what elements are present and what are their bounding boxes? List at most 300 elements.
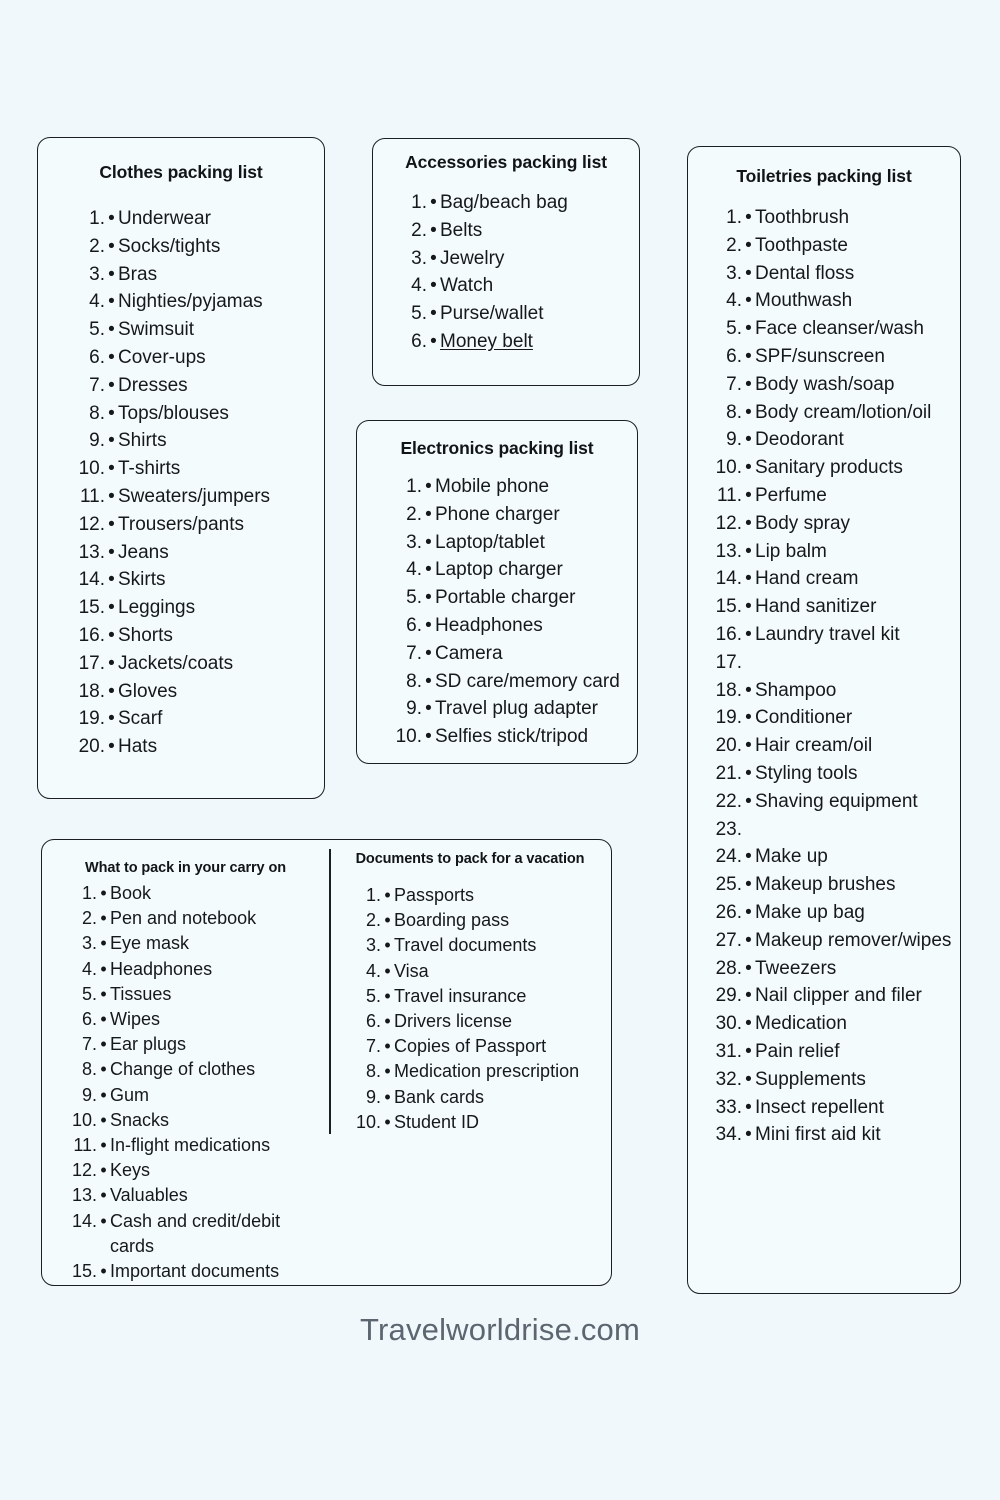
- list-item-number: 4.: [411, 275, 427, 297]
- list-item-label: Jewelry: [440, 247, 505, 269]
- list-item-label: SD care/memory card: [435, 670, 620, 692]
- list-item-label: Makeup remover/wipes: [755, 929, 952, 951]
- list-item-number: 31.: [715, 1040, 742, 1062]
- list-item: [349, 883, 611, 908]
- list-item-label: Tissues: [110, 983, 172, 1004]
- list-item: [71, 539, 316, 567]
- bullet-icon: •: [430, 192, 437, 213]
- bullet-icon: •: [108, 652, 115, 674]
- list-item: [349, 1085, 611, 1110]
- list-item-label: Phone charger: [435, 503, 560, 525]
- bullet-icon: •: [745, 512, 752, 534]
- list-item-number: 6.: [411, 330, 427, 352]
- list-item: [349, 1009, 611, 1034]
- list-item: [706, 871, 954, 899]
- list-item: [349, 1110, 611, 1135]
- list-item-number: 7.: [81, 1034, 97, 1055]
- list-item-number: 34.: [715, 1124, 742, 1146]
- list-item-number: 14.: [71, 1210, 97, 1231]
- list-item: [64, 931, 329, 956]
- list-item-link[interactable]: Money belt: [440, 330, 533, 352]
- list-item-label: Make up bag: [755, 901, 865, 923]
- list-item: [390, 584, 637, 612]
- list-item-number: 4.: [365, 960, 381, 981]
- bullet-icon: •: [384, 885, 391, 905]
- list-item-number: 9.: [365, 1086, 381, 1107]
- bullet-icon: •: [384, 1061, 391, 1082]
- bullet-icon: •: [745, 318, 752, 340]
- bullet-icon: •: [100, 1084, 107, 1105]
- list-item: [349, 984, 611, 1009]
- list-item-label: Make up: [755, 846, 828, 868]
- list-item-label: Shorts: [118, 624, 173, 646]
- list-item-label: Watch: [440, 275, 494, 297]
- list-item-label: Gum: [110, 1084, 150, 1105]
- list-item-label: Scarf: [118, 708, 163, 730]
- bullet-icon: •: [745, 1068, 752, 1090]
- list-item: [64, 982, 329, 1007]
- list-item: [706, 677, 954, 705]
- list-item-label: Boarding pass: [394, 910, 510, 931]
- list-item: [64, 1057, 329, 1082]
- list-electronics: [357, 473, 637, 751]
- card-accessories-packing-list: [372, 138, 640, 386]
- list-item: [71, 400, 316, 428]
- bullet-icon: •: [745, 568, 752, 590]
- bullet-icon: •: [745, 1124, 752, 1146]
- list-item-label: Book: [110, 883, 152, 903]
- list-item-label: Valuables: [110, 1185, 188, 1206]
- list-item-label: Bank cards: [394, 1086, 485, 1107]
- list-item: [71, 733, 316, 761]
- list-item-label: Hand sanitizer: [755, 596, 877, 618]
- bullet-icon: •: [745, 901, 752, 923]
- list-item-label: Travel plug adapter: [435, 698, 599, 720]
- card-title-clothes: Clothes packing list: [99, 162, 263, 182]
- list-item: [706, 287, 954, 315]
- bullet-icon: •: [100, 958, 107, 979]
- list-item-number: 5.: [89, 319, 105, 341]
- list-item-number: 8.: [89, 402, 105, 424]
- bullet-icon: •: [745, 484, 752, 506]
- list-item-number: 6.: [365, 1011, 381, 1032]
- list-item-number: 4.: [406, 559, 422, 581]
- list-item-number: 8.: [365, 1061, 381, 1082]
- bullet-icon: •: [745, 373, 752, 395]
- bullet-icon: •: [384, 935, 391, 956]
- list-item: [706, 927, 954, 955]
- list-item-label: Shampoo: [755, 679, 837, 701]
- list-item-number: 16.: [715, 623, 742, 645]
- list-item-number: 1.: [81, 883, 97, 903]
- list-item-label: Nighties/pyjamas: [118, 291, 263, 313]
- bullet-icon: •: [108, 569, 115, 591]
- list-item-number: 5.: [81, 983, 97, 1004]
- bullet-icon: •: [745, 234, 752, 256]
- list-carry-on: [42, 881, 329, 1284]
- list-item-number: 15.: [71, 1261, 97, 1282]
- list-item-number: 13.: [78, 541, 105, 563]
- list-item-label: Bag/beach bag: [440, 192, 568, 213]
- list-item-number: 2.: [406, 503, 422, 525]
- bullet-icon: •: [108, 736, 115, 758]
- list-item: [71, 622, 316, 650]
- column-carry-on: [42, 840, 329, 1285]
- list-item-number: 1.: [365, 885, 381, 905]
- bullet-icon: •: [745, 401, 752, 423]
- list-item-label: Medication prescription: [394, 1061, 580, 1082]
- list-item-label: Conditioner: [755, 707, 853, 729]
- list-item-label: Body spray: [755, 512, 851, 534]
- list-item: [706, 482, 954, 510]
- bullet-icon: •: [100, 1261, 107, 1282]
- list-item-label: Lip balm: [755, 540, 827, 562]
- list-item: [71, 427, 316, 455]
- list-item-label: Shirts: [118, 430, 167, 452]
- list-item-number: 12.: [71, 1160, 97, 1181]
- list-item-label: Tweezers: [755, 957, 837, 979]
- list-item: [402, 217, 639, 245]
- list-item: [390, 640, 637, 668]
- bullet-icon: •: [384, 960, 391, 981]
- bullet-icon: •: [745, 679, 752, 701]
- list-item: [71, 233, 316, 261]
- list-item-number: 9.: [81, 1084, 97, 1105]
- card-clothes-packing-list: [37, 137, 325, 799]
- list-item-label: Travel documents: [394, 935, 537, 956]
- list-item: [64, 906, 329, 931]
- list-item-number: 26.: [715, 901, 742, 923]
- list-item-label: Jeans: [118, 541, 169, 563]
- list-item-number: 13.: [715, 540, 742, 562]
- list-item-number: 2.: [89, 235, 105, 257]
- bullet-icon: •: [430, 247, 437, 269]
- bullet-icon: •: [430, 219, 437, 241]
- list-item: [390, 501, 637, 529]
- list-item-label: Change of clothes: [110, 1059, 256, 1080]
- list-item: [64, 957, 329, 982]
- bullet-icon: •: [745, 707, 752, 729]
- list-item-number: 9.: [406, 698, 422, 720]
- bullet-icon: •: [384, 1036, 391, 1057]
- list-item: [64, 1183, 329, 1208]
- list-item: [71, 372, 316, 400]
- list-item-number: 4.: [726, 290, 742, 312]
- list-item-number: 10.: [71, 1109, 97, 1130]
- bullet-icon: •: [430, 303, 437, 325]
- list-item: [71, 205, 316, 233]
- list-item-number: 4.: [81, 958, 97, 979]
- list-item-number: 14.: [78, 569, 105, 591]
- list-item: [71, 261, 316, 289]
- bullet-icon: •: [108, 597, 115, 619]
- list-item-label: Portable charger: [435, 587, 576, 609]
- bullet-icon: •: [108, 541, 115, 563]
- list-item-label: Drivers license: [394, 1011, 513, 1032]
- bullet-icon: •: [425, 503, 432, 525]
- list-item-number: 33.: [715, 1096, 742, 1118]
- card-title-toiletries: Toiletries packing list: [736, 166, 912, 186]
- list-item-number: 19.: [78, 708, 105, 730]
- list-item: [390, 473, 637, 501]
- list-item-number: 2.: [81, 908, 97, 929]
- list-item-label: Mobile phone: [435, 476, 550, 497]
- bullet-icon: •: [384, 1086, 391, 1107]
- list-item: [64, 881, 329, 906]
- list-item: [349, 1059, 611, 1084]
- bullet-icon: •: [425, 670, 432, 692]
- list-item-number: 6.: [89, 346, 105, 368]
- list-item-number: 6.: [406, 614, 422, 636]
- list-item: [706, 399, 954, 427]
- list-item: [706, 982, 954, 1010]
- bullet-icon: •: [100, 1135, 107, 1156]
- bullet-icon: •: [745, 762, 752, 784]
- list-item: [349, 933, 611, 958]
- list-item-number: 9.: [726, 429, 742, 451]
- list-item: [706, 426, 954, 454]
- list-item-number: 8.: [81, 1059, 97, 1080]
- list-item: [706, 1094, 954, 1122]
- list-item-number: 11.: [716, 484, 742, 506]
- bullet-icon: •: [430, 330, 437, 352]
- bullet-icon: •: [108, 374, 115, 396]
- list-item: [71, 316, 316, 344]
- list-item: [706, 621, 954, 649]
- list-item-number: 14.: [715, 568, 742, 590]
- list-toiletries: [688, 204, 960, 1149]
- list-item-label: Pen and notebook: [110, 908, 257, 929]
- list-item: [706, 204, 954, 232]
- list-item-label: Shaving equipment: [755, 790, 918, 812]
- list-item-number: 16.: [78, 624, 105, 646]
- list-item-number: 17.: [715, 651, 742, 673]
- bullet-icon: •: [100, 1210, 107, 1231]
- list-item-number: 3.: [89, 263, 105, 285]
- list-item: [706, 843, 954, 871]
- bullet-icon: •: [425, 698, 432, 720]
- list-item-number: 11.: [79, 485, 105, 507]
- card-electronics-packing-list: [356, 420, 638, 764]
- list-item: [64, 1209, 329, 1259]
- list-item-label: SPF/sunscreen: [755, 345, 885, 367]
- bullet-icon: •: [108, 458, 115, 480]
- list-item-number: 10.: [715, 457, 742, 479]
- list-item-label: Snacks: [110, 1109, 170, 1130]
- bullet-icon: •: [108, 708, 115, 730]
- list-item-number: 10.: [395, 726, 422, 748]
- list-item: [706, 260, 954, 288]
- bullet-icon: •: [745, 735, 752, 757]
- list-item: [64, 1133, 329, 1158]
- bullet-icon: •: [384, 1111, 391, 1132]
- column-documents: [329, 840, 611, 1285]
- bullet-icon: •: [425, 642, 432, 664]
- list-item-label: Toothbrush: [755, 207, 850, 228]
- list-item-number: 2.: [365, 910, 381, 931]
- list-item-label: Underwear: [118, 208, 211, 229]
- card-title-accessories: Accessories packing list: [405, 152, 607, 172]
- list-item-number: 15.: [78, 597, 105, 619]
- list-item-number: 5.: [411, 303, 427, 325]
- list-item-number: 2.: [411, 219, 427, 241]
- list-item: [402, 245, 639, 273]
- bullet-icon: •: [384, 1011, 391, 1032]
- bullet-icon: •: [745, 846, 752, 868]
- list-item-label: Laundry travel kit: [755, 623, 900, 645]
- bullet-icon: •: [745, 1013, 752, 1035]
- bullet-icon: •: [108, 346, 115, 368]
- list-item: [706, 955, 954, 983]
- list-item-label: Important documents: [110, 1261, 280, 1282]
- bullet-icon: •: [108, 402, 115, 424]
- list-item-number: 30.: [715, 1013, 742, 1035]
- bullet-icon: •: [745, 929, 752, 951]
- list-item-number: 13.: [71, 1185, 97, 1206]
- list-item-number: 3.: [406, 531, 422, 553]
- list-item: [71, 566, 316, 594]
- list-item-label: Makeup brushes: [755, 874, 896, 896]
- bullet-icon: •: [745, 429, 752, 451]
- bullet-icon: •: [100, 908, 107, 929]
- list-item-number: 15.: [715, 596, 742, 618]
- list-item-number: 1.: [406, 476, 422, 497]
- list-item-number: 8.: [406, 670, 422, 692]
- bullet-icon: •: [745, 1040, 752, 1062]
- bullet-icon: •: [745, 957, 752, 979]
- list-item: [71, 483, 316, 511]
- list-item-number: 6.: [726, 345, 742, 367]
- list-item: [706, 1010, 954, 1038]
- site-watermark: Travelworldrise.com: [360, 1312, 640, 1347]
- list-item: [390, 668, 637, 696]
- list-item-label: Dresses: [118, 374, 188, 396]
- list-accessories: [373, 189, 639, 356]
- list-item-number: 21.: [715, 762, 742, 784]
- list-item-number: 20.: [78, 736, 105, 758]
- bullet-icon: •: [425, 587, 432, 609]
- list-item-number: 8.: [726, 401, 742, 423]
- list-item: [64, 1007, 329, 1032]
- list-item: [349, 1034, 611, 1059]
- bullet-icon: •: [108, 624, 115, 646]
- bullet-icon: •: [100, 883, 107, 903]
- list-item-label: Laptop/tablet: [435, 531, 545, 553]
- list-item-number: 7.: [406, 642, 422, 664]
- bullet-icon: •: [745, 985, 752, 1007]
- list-item-label: Swimsuit: [118, 319, 195, 341]
- list-documents: [329, 883, 611, 1135]
- list-item: [706, 565, 954, 593]
- list-item-number: 3.: [411, 247, 427, 269]
- list-item-number: 18.: [715, 679, 742, 701]
- list-item: [706, 732, 954, 760]
- list-item-label: Visa: [394, 960, 429, 981]
- list-item: [349, 959, 611, 984]
- list-item: [706, 1121, 954, 1149]
- list-item: [706, 649, 954, 677]
- list-item-number: 4.: [89, 291, 105, 313]
- bullet-icon: •: [100, 1059, 107, 1080]
- list-item-label: Skirts: [118, 569, 166, 591]
- list-item: [64, 1032, 329, 1057]
- list-item-number: 20.: [715, 735, 742, 757]
- list-item: [390, 529, 637, 557]
- list-item-number: 17.: [78, 652, 105, 674]
- list-item: [706, 232, 954, 260]
- list-item-label: Deodorant: [755, 429, 844, 451]
- bullet-icon: •: [100, 1034, 107, 1055]
- bullet-icon: •: [108, 235, 115, 257]
- list-item-number: 3.: [365, 935, 381, 956]
- list-item-label: Body wash/soap: [755, 373, 895, 395]
- bullet-icon: •: [108, 319, 115, 341]
- list-item-label: Copies of Passport: [394, 1036, 547, 1057]
- list-item-number: 3.: [81, 933, 97, 954]
- list-item-label: Selfies stick/tripod: [435, 726, 589, 748]
- list-item-label: Supplements: [755, 1068, 866, 1090]
- list-item: [402, 272, 639, 300]
- bullet-icon: •: [100, 1109, 107, 1130]
- list-item-label: Ear plugs: [110, 1034, 187, 1055]
- list-item-number: 25.: [715, 874, 742, 896]
- list-item-label: Sanitary products: [755, 457, 903, 479]
- list-item-label: Eye mask: [110, 933, 190, 954]
- list-item: [71, 705, 316, 733]
- bullet-icon: •: [108, 430, 115, 452]
- list-item-label: Styling tools: [755, 762, 858, 784]
- list-item: [706, 760, 954, 788]
- card-title-documents: Documents to pack for a vacation: [355, 851, 585, 867]
- list-clothes: [38, 205, 324, 761]
- list-item-number: 1.: [411, 192, 427, 213]
- list-item: [706, 510, 954, 538]
- list-item-number: 7.: [726, 373, 742, 395]
- bullet-icon: •: [100, 1185, 107, 1206]
- bullet-icon: •: [108, 513, 115, 535]
- bullet-icon: •: [108, 291, 115, 313]
- bullet-icon: •: [425, 476, 432, 497]
- list-item: [706, 1066, 954, 1094]
- list-item: [402, 189, 639, 217]
- bullet-icon: •: [745, 596, 752, 618]
- bullet-icon: •: [108, 485, 115, 507]
- list-item-label: Camera: [435, 642, 503, 664]
- list-item-label: Headphones: [435, 614, 543, 636]
- list-item-number: 5.: [365, 985, 381, 1006]
- list-item-label: Trousers/pants: [118, 513, 245, 535]
- list-item-number: 9.: [89, 430, 105, 452]
- list-item-number: 27.: [715, 929, 742, 951]
- bullet-icon: •: [745, 207, 752, 228]
- list-item: [390, 612, 637, 640]
- list-item-label: Mini first aid kit: [755, 1124, 881, 1146]
- list-item-label: T-shirts: [118, 458, 181, 480]
- bullet-icon: •: [100, 933, 107, 954]
- list-item-label: Hats: [118, 736, 158, 758]
- list-item: [71, 678, 316, 706]
- list-item: [64, 1158, 329, 1183]
- list-item: [71, 594, 316, 622]
- bullet-icon: •: [745, 1096, 752, 1118]
- list-item: [390, 556, 637, 584]
- bullet-icon: •: [745, 345, 752, 367]
- list-item: [349, 908, 611, 933]
- list-item-number: 32.: [715, 1068, 742, 1090]
- list-item: [390, 723, 637, 751]
- bullet-icon: •: [384, 910, 391, 931]
- list-item-number: 24.: [715, 846, 742, 868]
